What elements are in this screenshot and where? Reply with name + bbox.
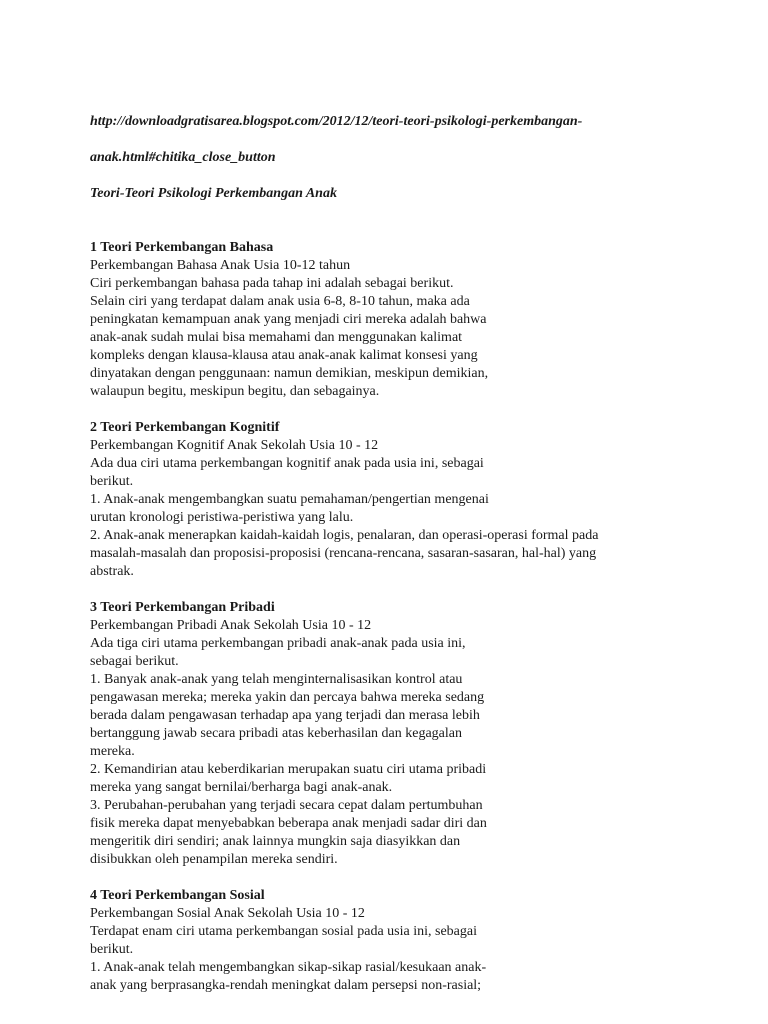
section-heading: 1 Teori Perkembangan Bahasa bbox=[90, 240, 274, 255]
section-heading: 2 Teori Perkembangan Kognitif bbox=[90, 420, 280, 435]
section-text-line: 1. Banyak anak-anak yang telah menginternalisasikan kontrol atau bbox=[90, 672, 463, 687]
section-text-line: 3. Perubahan-perubahan yang terjadi secara cepat dalam pertumbuhan bbox=[90, 798, 483, 813]
source-url-line-2[interactable]: anak.html#chitika_close_button bbox=[90, 150, 276, 165]
section-text-line: dinyatakan dengan penggunaan: namun demikian, meskipun demikian, bbox=[90, 366, 489, 381]
section-text-line: 2. Kemandirian atau keberdikarian merupakan suatu ciri utama pribadi bbox=[90, 762, 487, 777]
section-text-line: berikut. bbox=[90, 942, 134, 957]
section-text-line: Perkembangan Kognitif Anak Sekolah Usia 10 - 12 bbox=[90, 438, 379, 453]
section-text-line: Perkembangan Pribadi Anak Sekolah Usia 10 - 12 bbox=[90, 618, 372, 633]
section-text-line: anak yang berprasangka-rendah meningkat dalam persepsi non-rasial; bbox=[90, 978, 482, 993]
section-text-line: berikut. bbox=[90, 474, 134, 489]
document-title: Teori-Teori Psikologi Perkembangan Anak bbox=[90, 186, 337, 201]
document-page bbox=[90, 95, 750, 995]
section-text-line: 1. Anak-anak telah mengembangkan sikap-sikap rasial/kesukaan anak- bbox=[90, 960, 487, 975]
source-block bbox=[90, 95, 750, 221]
section-text-line: Ada tiga ciri utama perkembangan pribadi anak-anak pada usia ini, bbox=[90, 636, 466, 651]
section-text-line: peningkatan kemampuan anak yang menjadi ciri mereka adalah bahwa bbox=[90, 312, 487, 327]
section-text-line: masalah-masalah dan proposisi-proposisi (rencana-rencana, sasaran-sasaran, hal-hal) yang bbox=[90, 546, 597, 561]
section-text-line: anak-anak sudah mulai bisa memahami dan menggunakan kalimat bbox=[90, 330, 463, 345]
section-text-line: mereka. bbox=[90, 744, 135, 759]
section-teori-pribadi bbox=[90, 599, 750, 869]
source-url-line-1[interactable]: http://downloadgratisarea.blogspot.com/2012/12/teori-teori-psikologi-perkembangan- bbox=[90, 114, 583, 129]
section-text-line: bertanggung jawab secara pribadi atas keberhasilan dan kegagalan bbox=[90, 726, 462, 741]
section-text-line: pengawasan mereka; mereka yakin dan percaya bahwa mereka sedang bbox=[90, 690, 485, 705]
section-heading: 3 Teori Perkembangan Pribadi bbox=[90, 600, 275, 615]
section-text-line: Perkembangan Bahasa Anak Usia 10-12 tahun bbox=[90, 258, 351, 273]
section-text-line: sebagai berikut. bbox=[90, 654, 179, 669]
section-text-line: disibukkan oleh penampilan mereka sendiri. bbox=[90, 852, 338, 867]
section-teori-kognitif bbox=[90, 419, 750, 581]
section-text-line: kompleks dengan klausa-klausa atau anak-anak kalimat konsesi yang bbox=[90, 348, 478, 363]
section-text-line: Ciri perkembangan bahasa pada tahap ini adalah sebagai berikut. bbox=[90, 276, 454, 291]
section-heading: 4 Teori Perkembangan Sosial bbox=[90, 888, 265, 903]
section-text-line: walaupun begitu, meskipun begitu, dan sebagainya. bbox=[90, 384, 380, 399]
section-text-line: Terdapat enam ciri utama perkembangan sosial pada usia ini, sebagai bbox=[90, 924, 477, 939]
section-text-line: 2. Anak-anak menerapkan kaidah-kaidah logis, penalaran, dan operasi-operasi formal pada bbox=[90, 528, 599, 543]
section-text-line: mengeritik diri sendiri; anak lainnya mungkin saja diasyikkan dan bbox=[90, 834, 461, 849]
section-text-line: Perkembangan Sosial Anak Sekolah Usia 10 - 12 bbox=[90, 906, 365, 921]
section-text-line: Ada dua ciri utama perkembangan kognitif anak pada usia ini, sebagai bbox=[90, 456, 484, 471]
section-text-line: mereka yang sangat bernilai/berharga bagi anak-anak. bbox=[90, 780, 393, 795]
section-text-line: berada dalam pengawasan terhadap apa yang terjadi dan merasa lebih bbox=[90, 708, 480, 723]
section-text-line: fisik mereka dapat menyebabkan beberapa anak menjadi sadar diri dan bbox=[90, 816, 487, 831]
section-text-line: 1. Anak-anak mengembangkan suatu pemahaman/pengertian mengenai bbox=[90, 492, 489, 507]
section-text-line: Selain ciri yang terdapat dalam anak usia 6-8, 8-10 tahun, maka ada bbox=[90, 294, 470, 309]
section-teori-bahasa bbox=[90, 239, 750, 401]
section-text-line: abstrak. bbox=[90, 564, 134, 579]
section-teori-sosial bbox=[90, 887, 750, 995]
section-text-line: urutan kronologi peristiwa-peristiwa yang lalu. bbox=[90, 510, 354, 525]
